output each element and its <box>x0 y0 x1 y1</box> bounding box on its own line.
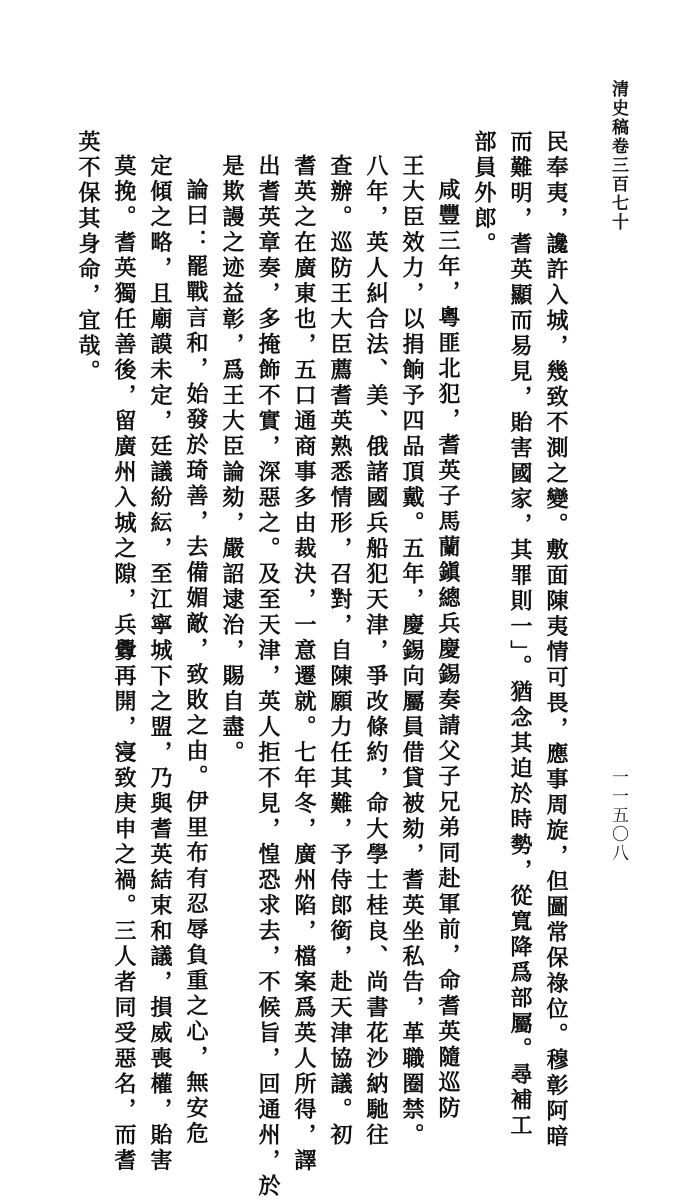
text-column-7: 查辦。巡防王大臣薦耆英熟悉情形，召對，自陳願力任其難，予侍郎銜，赴天津協議。初 <box>327 154 353 1149</box>
text-column-12: 定傾之略，且廟謨未定，廷議紛紜，至江寧城下之盟，乃與耆英結束和議，損威喪權，貽害 <box>147 154 173 1174</box>
text-column-4: 咸豐三年，粵匪北犯，耆英子馬蘭鎭總兵慶錫奏請父子兄弟同赴軍前，命耆英隨巡防 <box>435 178 461 1122</box>
text-column-2: 而難明，耆英顯而易見，貽害國家，其罪則一」。猶念其迫於時勢，從寬降爲部屬。尋補工 <box>507 130 533 1139</box>
text-column-6: 八年，英人糾合法、美、俄諸國兵船犯天津，爭改條約，命大學士桂良、尚書花沙納馳往 <box>363 154 389 1149</box>
text-column-8: 耆英之在廣東也，五口通商事多由裁決，一意遷就。七年冬，廣州陷，檔案爲英人所得，譯 <box>291 154 317 1174</box>
text-column-11: 論曰：罷戰言和，始發於琦善，去備媚敵，致敗之由。伊里布有忍辱負重之心，無安危 <box>183 178 209 1147</box>
text-column-14: 英不保其身命，宜哉。 <box>75 130 101 385</box>
text-column-9: 出耆英章奏，多掩飾不實，深惡之。及至天津，英人拒不見，惶恐求去，不候旨，回通州，於 <box>255 154 281 1200</box>
text-column-3: 部員外郎。 <box>471 130 497 258</box>
text-column-13: 莫挽。耆英獨任善後，留廣州入城之隙，兵釁再開，寖致庚申之禍。三人者同受惡名，而耆 <box>111 154 137 1174</box>
running-header: 清史稿卷三百七十 <box>608 80 628 232</box>
text-column-5: 王大臣效力，以捐餉予四品頂戴。五年，慶錫向屬員借貸被劾，耆英坐私告，革職圈禁。 <box>399 154 425 1149</box>
page-number: 一一五〇八 <box>608 768 628 863</box>
text-column-1: 民奉夷，讒許入城，幾致不測之變。敷面陳夷情可畏，應事周旋，但圖常保祿位。穆彰阿暗 <box>543 130 569 1150</box>
text-column-10: 是欺謾之迹益彰，爲王大臣論劾，嚴詔逮治，賜自盡。 <box>219 154 245 766</box>
